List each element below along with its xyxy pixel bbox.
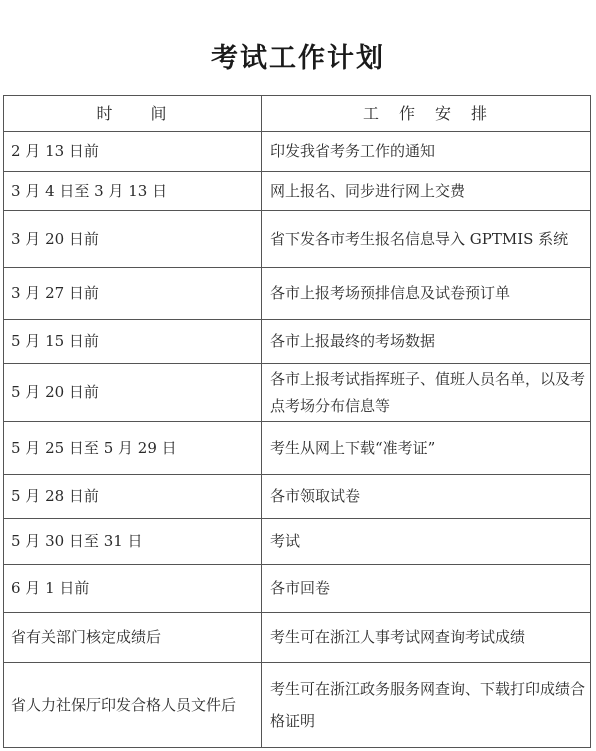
table-row <box>4 565 591 613</box>
row-task: 考生可在浙江人事考试网查询考试成绩 <box>262 613 591 663</box>
row-task: 考生从网上下载“准考证” <box>262 422 591 475</box>
exam-schedule-table <box>3 95 591 748</box>
table-header-row <box>4 96 591 132</box>
row-task: 省下发各市考生报名信息导入 GPTMIS 系统 <box>262 211 591 268</box>
table-row <box>4 422 591 475</box>
row-task: 各市上报考试指挥班子、值班人员名单，以及考点考场分布信息等 <box>262 364 591 422</box>
row-task: 考生可在浙江政务服务网查询、下载打印成绩合格证明 <box>262 663 591 748</box>
row-time: 6 月 1 日前 <box>4 565 262 613</box>
row-task: 各市领取试卷 <box>262 475 591 519</box>
row-time: 5 月 20 日前 <box>4 364 262 422</box>
table-row <box>4 211 591 268</box>
table-row <box>4 132 591 172</box>
table-row <box>4 172 591 211</box>
row-time: 5 月 15 日前 <box>4 320 262 364</box>
row-time: 5 月 25 日至 5 月 29 日 <box>4 422 262 475</box>
table-row <box>4 320 591 364</box>
row-time: 3 月 27 日前 <box>4 268 262 320</box>
row-task: 印发我省考务工作的通知 <box>262 132 591 172</box>
row-time: 省人力社保厅印发合格人员文件后 <box>4 663 262 748</box>
row-task: 各市回卷 <box>262 565 591 613</box>
row-time: 省有关部门核定成绩后 <box>4 613 262 663</box>
header-task: 工 作 安 排 <box>262 96 591 132</box>
row-task: 各市上报最终的考场数据 <box>262 320 591 364</box>
row-task: 网上报名、同步进行网上交费 <box>262 172 591 211</box>
row-time: 3 月 20 日前 <box>4 211 262 268</box>
table-row <box>4 519 591 565</box>
table-row <box>4 663 591 748</box>
table-row <box>4 268 591 320</box>
table-row <box>4 364 591 422</box>
document-title: 考试工作计划 <box>211 43 385 74</box>
row-time: 5 月 28 日前 <box>4 475 262 519</box>
row-time: 3 月 4 日至 3 月 13 日 <box>4 172 262 211</box>
header-time: 时 间 <box>4 96 262 132</box>
table-row <box>4 613 591 663</box>
row-time: 5 月 30 日至 31 日 <box>4 519 262 565</box>
row-time: 2 月 13 日前 <box>4 132 262 172</box>
row-task: 各市上报考场预排信息及试卷预订单 <box>262 268 591 320</box>
row-task: 考试 <box>262 519 591 565</box>
table-row <box>4 475 591 519</box>
